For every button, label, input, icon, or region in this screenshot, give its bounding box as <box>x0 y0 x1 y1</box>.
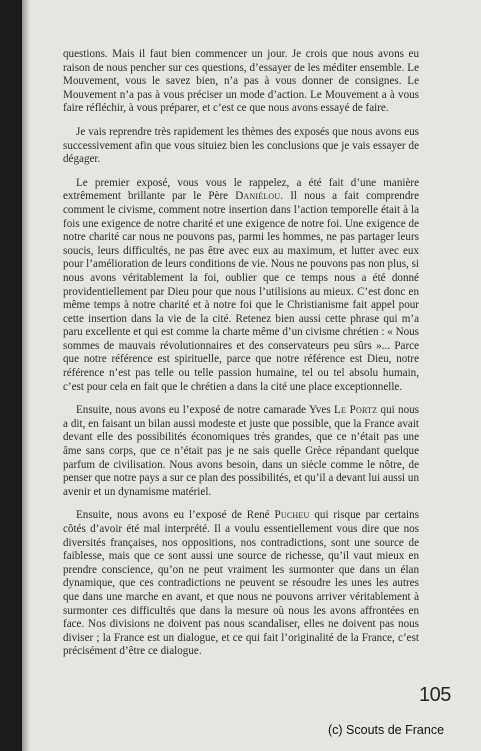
paragraph-2: Je vais reprendre très rapidement les thèmes des exposés que nous avons eus successivement afin que vous situiez bien les conclusions que je vais essayer de dégager. <box>63 125 419 166</box>
paragraph-3-after: . Il nous a fait comprendre comment le civisme, comment notre insertion dans l’action temporelle était à la fois une exigence de notre charité et une exigence de notre foi. Une exigence de notre charité car nous ne pouvons pas, parmi les hommes, ne pas partager leurs soucis, leurs difficultés, ne pas être avec eux au maximum, et lutter avec eux pour l’amélioration de leurs conditions de vie. Nous ne pouvons pas non plus, si nous avons véritablement la foi, oublier que ce temps nous a été donné providentiellement par Dieu pour que nous l’utilisions au mieux. C’est donc en même temps à notre charité et à notre foi que le Christianisme fait appel pour cette insertion dans la vie de la cité. Retenez bien aussi cette phrase qui m’a paru excellente et qui est comme la charte même d’un civisme chrétien : « Nous sommes de mauvais révolutionnaires et des conservateurs peu sûrs »... Parce que notre référence est spirituelle, parce que notre référence est Dieu, notre référence n’est pas telle ou telle passion humaine, tel ou tel absolu humain, c’est pour cela en fait que le chrétien a dans la cité une place exceptionnelle. <box>63 190 420 393</box>
paragraph-3-before: Le premier exposé, vous vous le rappelez, a été fait d’une manière extrêmement brillante par le Père <box>63 176 419 203</box>
author-name-danielou: Daniélou <box>235 190 281 203</box>
author-name-pucheu: Pucheu <box>274 509 310 522</box>
author-name-le-portz: Le Portz <box>334 404 378 417</box>
copyright-watermark: (c) Scouts de France <box>328 723 445 737</box>
paragraph-5-after: qui risque par certains côtés d’avoir été mal interprété. Il a voulu essentiellement vous dire que nos diversités françaises, nos oppositions, nos contradictions, sont une source de faiblesse, mais que ce sont aussi une source de richesse, qu’il vaut mieux en prendre conscience, qu’on ne peut vraiment les surmonter que dans un élan dynamique, que ces contradictions ne peuvent se résoudre les unes les autres que dans une marche en avant, et que nous ne pouvons arriver véritablement à surmonter ces difficultés que dans la mesure où nous les avons affrontées en face. Nos divisions ne doivent pas nous scandaliser, elles ne doivent pas nous diviser ; la France est un dialogue, et ce qui fait l’originalité de la France, c’est précisément d’être ce dialogue. <box>63 509 419 658</box>
paragraph-4-before: Ensuite, nous avons eu l’exposé de notre camarade Yves <box>76 404 334 417</box>
paragraph-4 <box>63 404 419 499</box>
paragraph-3 <box>63 177 419 395</box>
paragraph-4-after: qui nous a dit, en faisant un bilan aussi modeste et juste que possible, que la France avait devant elle des possibilités économiques très grandes, que ce n’était pas une âme sans corps, que ce n’était pas je ne sais quelle Grèce répandant quelque parfum de civilisation. Nous avons besoin, dans un siècle comme le nôtre, de penser que notre pays a sur ce plan des possibilités, et qu’il a devant lui aussi un avenir et un dynamisme matériel. <box>63 404 419 498</box>
paragraph-1: questions. Mais il faut bien commencer un jour. Je crois que nous avons eu raison de nous pencher sur ces questions, d’essayer de les méditer ensemble. Le Mouvement, vous le savez bien, n’a pas à vous donner de consignes. Le Mouvement n’a pas à vous préciser un mode d’action. Le Mouvement a à vous faire réfléchir, à vous préparer, et c’est ce que nous avons essayé de faire. <box>63 48 419 115</box>
paragraph-5 <box>63 509 419 659</box>
body-text <box>63 48 419 669</box>
paragraph-5-before: Ensuite, nous avons eu l’exposé de René <box>76 509 275 522</box>
gutter-shadow <box>22 0 30 751</box>
page-number: 105 <box>419 684 451 706</box>
